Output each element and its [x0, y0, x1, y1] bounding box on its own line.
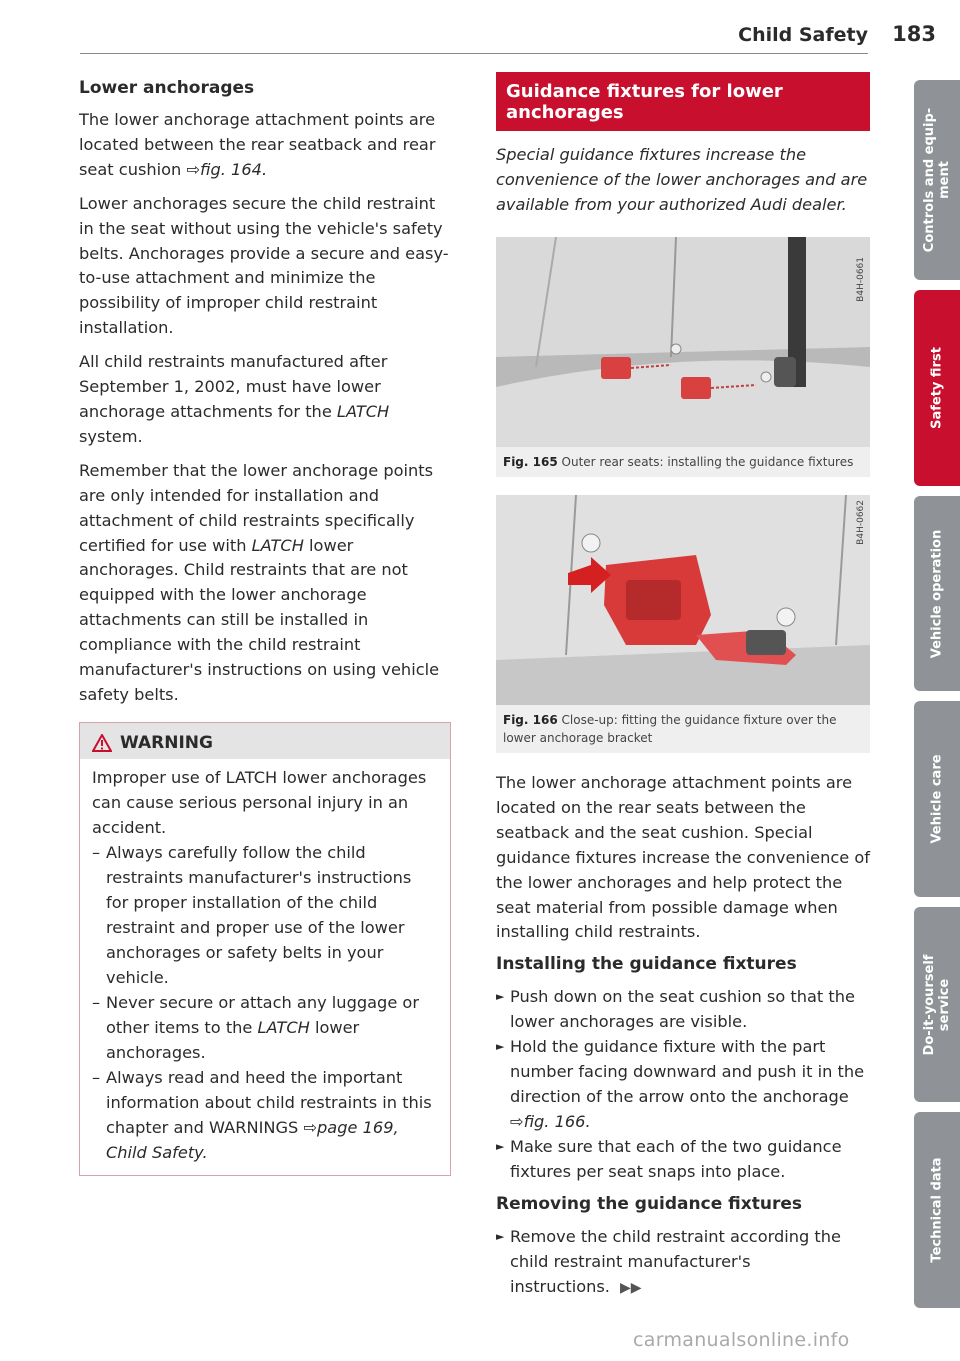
- fig-165-code: B4H-0661: [856, 257, 866, 302]
- tab-vehicle-care[interactable]: Vehicle care: [914, 701, 960, 897]
- warning-item: – Always read and heed the important information about child restraints in this chapter and WARNINGS ⇨page 169, Child Safety.: [92, 1067, 432, 1162]
- guidance-fixture-closeup-illustration: [496, 495, 870, 705]
- step-bullet-icon: ►: [496, 1040, 505, 1054]
- figure-166: [496, 495, 870, 753]
- continued-arrow-icon: ▶▶: [619, 1280, 642, 1297]
- page-number: 183: [892, 22, 936, 46]
- removing-heading: Removing the guidance fixtures: [496, 1194, 802, 1215]
- right-column: [496, 72, 870, 1311]
- tab-vehicle-operation[interactable]: Vehicle operation: [914, 496, 960, 691]
- fig-166-reference[interactable]: ⇨fig. 166.: [510, 1112, 591, 1132]
- warning-box: [79, 722, 451, 1176]
- fig-164-reference[interactable]: ⇨fig. 164.: [186, 159, 268, 179]
- header-divider: [80, 53, 868, 54]
- warning-list: [92, 840, 438, 1165]
- page-169-reference[interactable]: ⇨page 169, Child Safety.: [106, 1117, 399, 1162]
- warning-item: – Always carefully follow the child restraints manufacturer's instructions for proper installation of the child restraint and proper use of the lower anchorages or safety belts in your vehicle.: [92, 842, 412, 987]
- left-column: [79, 72, 451, 1176]
- fig-166-code: B4H-0662: [856, 500, 866, 545]
- guidance-body-paragraph: The lower anchorage attachment points are located on the rear seats between the seatback and the seat cushion. Special guidance fixtures increase the convenience of the lower anchorages and help protect the seat material from possible damage when installing child restraints.: [496, 773, 870, 942]
- paragraph-4: Remember that the lower anchorage points are only intended for installation and attachment of child restraints specifically certified for use with LATCH lower anchorages. Child restraints that are not equipped with the lower anchorage attachments can still be installed in compliance with the child restraint manufacturer's instructions on using vehicle safety belts.: [79, 460, 440, 704]
- paragraph-1: The lower anchorage attachment points are located between the rear seatback and rear seat cushion ⇨fig. 164.: [79, 110, 436, 179]
- step-item: ► Push down on the seat cushion so that the lower anchorages are visible.: [496, 984, 870, 1034]
- warning-triangle-icon: [92, 734, 112, 752]
- fig-166-caption: Fig. 166 Close-up: fitting the guidance fixture over the lower anchorage bracket: [503, 713, 837, 745]
- tab-controls-and-equipment[interactable]: Controls and equip- ment: [914, 80, 960, 280]
- fig-165-caption: Fig. 165 Outer rear seats: installing the guidance fixtures: [503, 455, 854, 469]
- running-title: Child Safety: [738, 24, 868, 46]
- section-lead: Special guidance fixtures increase the convenience of the lower anchorages and are available from your authorized Audi dealer.: [496, 145, 868, 214]
- warning-header: [80, 723, 450, 759]
- step-item: ► Hold the guidance fixture with the part number facing downward and push it in the direction of the arrow onto the anchorage ⇨fig. 166.: [496, 1034, 870, 1134]
- tab-do-it-yourself-service[interactable]: Do-it-yourself service: [914, 907, 960, 1102]
- step-bullet-icon: ►: [496, 1230, 505, 1244]
- paragraph-2: Lower anchorages secure the child restraint in the seat without using the vehicle's safety belts. Anchorages provide a secure and easy-to-use attachment and minimize the possibility of improper child restraint installation.: [79, 193, 449, 338]
- section-title-banner: Guidance fixtures for lower anchorages: [496, 72, 870, 131]
- tab-safety-first[interactable]: Safety first: [914, 290, 960, 486]
- warning-item: – Never secure or attach any luggage or other items to the LATCH lower anchorages.: [92, 992, 419, 1062]
- figure-165: [496, 237, 870, 477]
- lower-anchorages-heading: Lower anchorages: [79, 78, 255, 98]
- removing-steps: [496, 1224, 870, 1301]
- step-bullet-icon: ►: [496, 1140, 505, 1154]
- step-bullet-icon: ►: [496, 990, 505, 1004]
- step-item: ► Make sure that each of the two guidance fixtures per seat snaps into place.: [496, 1134, 870, 1184]
- rear-seat-guidance-fixtures-illustration: [496, 237, 870, 447]
- watermark: carmanualsonline.info: [633, 1329, 850, 1351]
- warning-title: WARNING: [120, 732, 213, 753]
- tab-technical-data[interactable]: Technical data: [914, 1112, 960, 1308]
- paragraph-3: All child restraints manufactured after September 1, 2002, must have lower anchorage attachments for the LATCH system.: [79, 352, 390, 446]
- installing-steps: [496, 984, 870, 1184]
- installing-heading: Installing the guidance fixtures: [496, 954, 797, 975]
- warning-intro: Improper use of LATCH lower anchorages can cause serious personal injury in an accident.: [92, 767, 427, 837]
- step-item: ► Remove the child restraint according the child restraint manufacturer's instructions. ▶▶: [496, 1224, 870, 1301]
